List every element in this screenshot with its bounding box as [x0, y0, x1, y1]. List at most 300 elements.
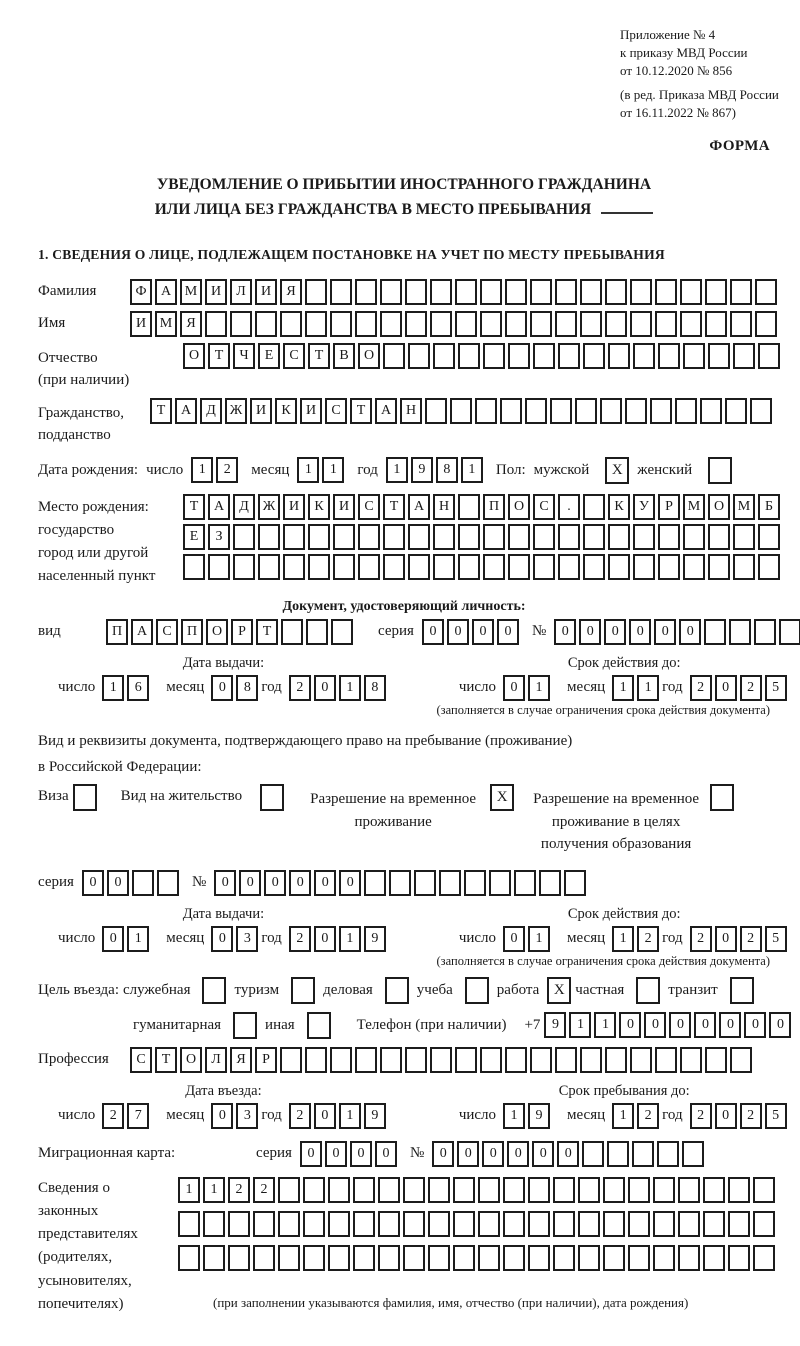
- char-cell[interactable]: [430, 311, 452, 337]
- char-cell[interactable]: [333, 554, 355, 580]
- char-cell[interactable]: А: [408, 494, 430, 520]
- char-cell[interactable]: 0: [629, 619, 651, 645]
- char-cell[interactable]: 0: [325, 1141, 347, 1167]
- char-cell[interactable]: [564, 870, 586, 896]
- char-cell[interactable]: [475, 398, 497, 424]
- char-cell[interactable]: [655, 311, 677, 337]
- char-cell[interactable]: [578, 1211, 600, 1237]
- char-cell[interactable]: [478, 1177, 500, 1203]
- char-cell[interactable]: [389, 870, 411, 896]
- purpose-tourism-checkbox[interactable]: [291, 977, 315, 1004]
- char-cell[interactable]: [533, 343, 555, 369]
- char-cell[interactable]: [353, 1245, 375, 1271]
- char-cell[interactable]: 0: [715, 675, 737, 701]
- char-cell[interactable]: 3: [236, 926, 258, 952]
- char-cell[interactable]: [608, 524, 630, 550]
- char-cell[interactable]: [678, 1245, 700, 1271]
- residence-issue-month-cells[interactable]: [211, 926, 261, 952]
- char-cell[interactable]: [258, 524, 280, 550]
- char-cell[interactable]: [306, 619, 328, 645]
- char-cell[interactable]: 9: [364, 926, 386, 952]
- char-cell[interactable]: [733, 554, 755, 580]
- char-cell[interactable]: [703, 1177, 725, 1203]
- char-cell[interactable]: [708, 554, 730, 580]
- char-cell[interactable]: З: [208, 524, 230, 550]
- char-cell[interactable]: [353, 1177, 375, 1203]
- char-cell[interactable]: [333, 524, 355, 550]
- char-cell[interactable]: 1: [612, 675, 634, 701]
- char-cell[interactable]: [500, 398, 522, 424]
- char-cell[interactable]: [555, 1047, 577, 1073]
- doc-valid-year-cells[interactable]: [690, 675, 790, 701]
- char-cell[interactable]: [580, 1047, 602, 1073]
- char-cell[interactable]: [680, 311, 702, 337]
- char-cell[interactable]: 9: [364, 1103, 386, 1129]
- char-cell[interactable]: 0: [314, 926, 336, 952]
- phone-cells[interactable]: [544, 1012, 794, 1038]
- entry-year-cells[interactable]: [289, 1103, 389, 1129]
- char-cell[interactable]: [655, 1047, 677, 1073]
- char-cell[interactable]: И: [333, 494, 355, 520]
- char-cell[interactable]: [754, 619, 776, 645]
- char-cell[interactable]: [328, 1177, 350, 1203]
- char-cell[interactable]: 0: [472, 619, 494, 645]
- char-cell[interactable]: О: [183, 343, 205, 369]
- char-cell[interactable]: 1: [102, 675, 124, 701]
- gender-male-checkbox[interactable]: X: [605, 457, 629, 484]
- char-cell[interactable]: 2: [289, 1103, 311, 1129]
- char-cell[interactable]: [583, 494, 605, 520]
- char-cell[interactable]: [779, 619, 800, 645]
- char-cell[interactable]: [278, 1211, 300, 1237]
- residence-permit-checkbox[interactable]: [260, 784, 284, 811]
- char-cell[interactable]: [633, 343, 655, 369]
- patronymic-cells[interactable]: [183, 343, 783, 369]
- char-cell[interactable]: [403, 1177, 425, 1203]
- char-cell[interactable]: 0: [82, 870, 104, 896]
- char-cell[interactable]: 1: [528, 675, 550, 701]
- char-cell[interactable]: И: [130, 311, 152, 337]
- char-cell[interactable]: 0: [554, 619, 576, 645]
- char-cell[interactable]: 0: [482, 1141, 504, 1167]
- char-cell[interactable]: С: [325, 398, 347, 424]
- char-cell[interactable]: [514, 870, 536, 896]
- char-cell[interactable]: [705, 279, 727, 305]
- char-cell[interactable]: [583, 524, 605, 550]
- char-cell[interactable]: Б: [758, 494, 780, 520]
- birth-place-cells-row3[interactable]: [183, 554, 783, 580]
- char-cell[interactable]: 1: [594, 1012, 616, 1038]
- char-cell[interactable]: 9: [411, 457, 433, 483]
- char-cell[interactable]: [178, 1245, 200, 1271]
- char-cell[interactable]: К: [275, 398, 297, 424]
- char-cell[interactable]: [453, 1245, 475, 1271]
- char-cell[interactable]: [583, 554, 605, 580]
- char-cell[interactable]: [380, 279, 402, 305]
- purpose-transit-checkbox[interactable]: [730, 977, 754, 1004]
- char-cell[interactable]: 0: [211, 926, 233, 952]
- char-cell[interactable]: [600, 398, 622, 424]
- char-cell[interactable]: [583, 343, 605, 369]
- char-cell[interactable]: [483, 343, 505, 369]
- char-cell[interactable]: 0: [350, 1141, 372, 1167]
- char-cell[interactable]: 2: [253, 1177, 275, 1203]
- char-cell[interactable]: Е: [258, 343, 280, 369]
- stay-year-cells[interactable]: [690, 1103, 790, 1129]
- char-cell[interactable]: 0: [432, 1141, 454, 1167]
- doc-seriya-cells[interactable]: [422, 619, 522, 645]
- char-cell[interactable]: [303, 1177, 325, 1203]
- char-cell[interactable]: [675, 398, 697, 424]
- char-cell[interactable]: 0: [264, 870, 286, 896]
- char-cell[interactable]: 1: [528, 926, 550, 952]
- citizenship-cells[interactable]: [150, 398, 775, 424]
- char-cell[interactable]: [680, 279, 702, 305]
- char-cell[interactable]: [358, 524, 380, 550]
- char-cell[interactable]: 2: [102, 1103, 124, 1129]
- char-cell[interactable]: 2: [216, 457, 238, 483]
- residence-valid-day-cells[interactable]: [503, 926, 553, 952]
- char-cell[interactable]: [378, 1245, 400, 1271]
- char-cell[interactable]: Т: [150, 398, 172, 424]
- char-cell[interactable]: 0: [507, 1141, 529, 1167]
- char-cell[interactable]: [203, 1245, 225, 1271]
- char-cell[interactable]: [758, 524, 780, 550]
- char-cell[interactable]: [678, 1177, 700, 1203]
- purpose-study-checkbox[interactable]: [465, 977, 489, 1004]
- entry-day-cells[interactable]: [102, 1103, 152, 1129]
- char-cell[interactable]: 1: [339, 926, 361, 952]
- char-cell[interactable]: [428, 1211, 450, 1237]
- char-cell[interactable]: [428, 1245, 450, 1271]
- char-cell[interactable]: [683, 554, 705, 580]
- char-cell[interactable]: [453, 1177, 475, 1203]
- char-cell[interactable]: [383, 524, 405, 550]
- char-cell[interactable]: [528, 1211, 550, 1237]
- doc-issue-day-cells[interactable]: [102, 675, 152, 701]
- char-cell[interactable]: И: [205, 279, 227, 305]
- char-cell[interactable]: С: [358, 494, 380, 520]
- char-cell[interactable]: 0: [694, 1012, 716, 1038]
- char-cell[interactable]: [383, 343, 405, 369]
- char-cell[interactable]: [430, 1047, 452, 1073]
- char-cell[interactable]: [483, 524, 505, 550]
- char-cell[interactable]: [453, 1211, 475, 1237]
- char-cell[interactable]: [405, 279, 427, 305]
- char-cell[interactable]: [505, 1047, 527, 1073]
- char-cell[interactable]: [708, 343, 730, 369]
- char-cell[interactable]: [364, 870, 386, 896]
- char-cell[interactable]: [730, 1047, 752, 1073]
- char-cell[interactable]: 0: [715, 926, 737, 952]
- doc-issue-month-cells[interactable]: [211, 675, 261, 701]
- surname-cells[interactable]: [130, 279, 780, 305]
- char-cell[interactable]: О: [358, 343, 380, 369]
- residence-issue-year-cells[interactable]: [289, 926, 389, 952]
- char-cell[interactable]: У: [633, 494, 655, 520]
- char-cell[interactable]: [539, 870, 561, 896]
- char-cell[interactable]: 2: [690, 1103, 712, 1129]
- char-cell[interactable]: Н: [433, 494, 455, 520]
- char-cell[interactable]: [558, 524, 580, 550]
- char-cell[interactable]: [281, 619, 303, 645]
- char-cell[interactable]: [405, 311, 427, 337]
- doc-issue-year-cells[interactable]: [289, 675, 389, 701]
- char-cell[interactable]: Я: [180, 311, 202, 337]
- char-cell[interactable]: 5: [765, 675, 787, 701]
- char-cell[interactable]: 2: [637, 1103, 659, 1129]
- char-cell[interactable]: 0: [447, 619, 469, 645]
- char-cell[interactable]: 0: [769, 1012, 791, 1038]
- char-cell[interactable]: [653, 1177, 675, 1203]
- char-cell[interactable]: [439, 870, 461, 896]
- char-cell[interactable]: [278, 1245, 300, 1271]
- char-cell[interactable]: [503, 1177, 525, 1203]
- char-cell[interactable]: М: [180, 279, 202, 305]
- char-cell[interactable]: [405, 1047, 427, 1073]
- char-cell[interactable]: А: [375, 398, 397, 424]
- char-cell[interactable]: Ж: [258, 494, 280, 520]
- char-cell[interactable]: [331, 619, 353, 645]
- representatives-cells-row3[interactable]: [178, 1245, 778, 1271]
- char-cell[interactable]: [658, 524, 680, 550]
- char-cell[interactable]: 1: [178, 1177, 200, 1203]
- char-cell[interactable]: Е: [183, 524, 205, 550]
- char-cell[interactable]: [355, 279, 377, 305]
- char-cell[interactable]: 0: [503, 675, 525, 701]
- temporary-permit-checkbox[interactable]: X: [490, 784, 514, 811]
- char-cell[interactable]: 1: [461, 457, 483, 483]
- char-cell[interactable]: [628, 1177, 650, 1203]
- char-cell[interactable]: [228, 1211, 250, 1237]
- char-cell[interactable]: [630, 311, 652, 337]
- purpose-other-checkbox[interactable]: [307, 1012, 331, 1039]
- char-cell[interactable]: 0: [211, 1103, 233, 1129]
- char-cell[interactable]: [605, 311, 627, 337]
- char-cell[interactable]: [630, 1047, 652, 1073]
- char-cell[interactable]: Т: [256, 619, 278, 645]
- char-cell[interactable]: 8: [236, 675, 258, 701]
- char-cell[interactable]: 6: [127, 675, 149, 701]
- char-cell[interactable]: [505, 279, 527, 305]
- char-cell[interactable]: Т: [350, 398, 372, 424]
- char-cell[interactable]: Ч: [233, 343, 255, 369]
- char-cell[interactable]: [403, 1245, 425, 1271]
- char-cell[interactable]: В: [333, 343, 355, 369]
- char-cell[interactable]: [414, 870, 436, 896]
- char-cell[interactable]: 9: [544, 1012, 566, 1038]
- char-cell[interactable]: [603, 1245, 625, 1271]
- char-cell[interactable]: [533, 524, 555, 550]
- char-cell[interactable]: [755, 279, 777, 305]
- char-cell[interactable]: О: [180, 1047, 202, 1073]
- char-cell[interactable]: [464, 870, 486, 896]
- char-cell[interactable]: К: [308, 494, 330, 520]
- char-cell[interactable]: [550, 398, 572, 424]
- char-cell[interactable]: [533, 554, 555, 580]
- char-cell[interactable]: 1: [612, 1103, 634, 1129]
- char-cell[interactable]: Я: [230, 1047, 252, 1073]
- char-cell[interactable]: [505, 311, 527, 337]
- char-cell[interactable]: [183, 554, 205, 580]
- char-cell[interactable]: [308, 524, 330, 550]
- doc-number-cells[interactable]: [554, 619, 800, 645]
- char-cell[interactable]: [628, 1211, 650, 1237]
- char-cell[interactable]: [283, 554, 305, 580]
- char-cell[interactable]: П: [483, 494, 505, 520]
- char-cell[interactable]: С: [533, 494, 555, 520]
- char-cell[interactable]: 0: [719, 1012, 741, 1038]
- doc-valid-month-cells[interactable]: [612, 675, 662, 701]
- char-cell[interactable]: [458, 343, 480, 369]
- gender-female-checkbox[interactable]: [708, 457, 732, 484]
- char-cell[interactable]: 1: [503, 1103, 525, 1129]
- char-cell[interactable]: [558, 343, 580, 369]
- char-cell[interactable]: [703, 1245, 725, 1271]
- char-cell[interactable]: А: [208, 494, 230, 520]
- char-cell[interactable]: [683, 524, 705, 550]
- char-cell[interactable]: [705, 311, 727, 337]
- char-cell[interactable]: 0: [339, 870, 361, 896]
- char-cell[interactable]: Т: [308, 343, 330, 369]
- char-cell[interactable]: 0: [457, 1141, 479, 1167]
- char-cell[interactable]: 3: [236, 1103, 258, 1129]
- char-cell[interactable]: Д: [233, 494, 255, 520]
- char-cell[interactable]: [653, 1211, 675, 1237]
- char-cell[interactable]: [455, 279, 477, 305]
- char-cell[interactable]: Д: [200, 398, 222, 424]
- char-cell[interactable]: [178, 1211, 200, 1237]
- char-cell[interactable]: И: [250, 398, 272, 424]
- char-cell[interactable]: [233, 554, 255, 580]
- char-cell[interactable]: Т: [208, 343, 230, 369]
- birth-day-cells[interactable]: [191, 457, 241, 483]
- char-cell[interactable]: О: [508, 494, 530, 520]
- char-cell[interactable]: 0: [604, 619, 626, 645]
- char-cell[interactable]: [733, 524, 755, 550]
- char-cell[interactable]: 2: [289, 926, 311, 952]
- char-cell[interactable]: [705, 1047, 727, 1073]
- char-cell[interactable]: [305, 1047, 327, 1073]
- char-cell[interactable]: [330, 1047, 352, 1073]
- char-cell[interactable]: [430, 279, 452, 305]
- char-cell[interactable]: [728, 1177, 750, 1203]
- char-cell[interactable]: [278, 1177, 300, 1203]
- char-cell[interactable]: [132, 870, 154, 896]
- char-cell[interactable]: [203, 1211, 225, 1237]
- char-cell[interactable]: 0: [579, 619, 601, 645]
- char-cell[interactable]: П: [181, 619, 203, 645]
- char-cell[interactable]: [358, 554, 380, 580]
- char-cell[interactable]: Р: [231, 619, 253, 645]
- char-cell[interactable]: 2: [690, 926, 712, 952]
- char-cell[interactable]: Т: [383, 494, 405, 520]
- char-cell[interactable]: Т: [155, 1047, 177, 1073]
- char-cell[interactable]: [458, 554, 480, 580]
- char-cell[interactable]: [553, 1177, 575, 1203]
- char-cell[interactable]: 0: [669, 1012, 691, 1038]
- char-cell[interactable]: Л: [230, 279, 252, 305]
- char-cell[interactable]: [283, 524, 305, 550]
- profession-cells[interactable]: [130, 1047, 755, 1073]
- char-cell[interactable]: [580, 311, 602, 337]
- char-cell[interactable]: [208, 554, 230, 580]
- char-cell[interactable]: 0: [375, 1141, 397, 1167]
- char-cell[interactable]: П: [106, 619, 128, 645]
- char-cell[interactable]: [503, 1245, 525, 1271]
- char-cell[interactable]: [553, 1245, 575, 1271]
- char-cell[interactable]: 0: [300, 1141, 322, 1167]
- char-cell[interactable]: 0: [715, 1103, 737, 1129]
- char-cell[interactable]: [403, 1211, 425, 1237]
- char-cell[interactable]: [330, 311, 352, 337]
- char-cell[interactable]: [678, 1211, 700, 1237]
- char-cell[interactable]: [708, 524, 730, 550]
- char-cell[interactable]: [628, 1245, 650, 1271]
- char-cell[interactable]: [680, 1047, 702, 1073]
- char-cell[interactable]: [633, 524, 655, 550]
- char-cell[interactable]: Р: [658, 494, 680, 520]
- char-cell[interactable]: 0: [744, 1012, 766, 1038]
- char-cell[interactable]: [525, 398, 547, 424]
- char-cell[interactable]: [450, 398, 472, 424]
- char-cell[interactable]: [555, 279, 577, 305]
- visa-checkbox[interactable]: [73, 784, 97, 811]
- char-cell[interactable]: [758, 554, 780, 580]
- char-cell[interactable]: [478, 1245, 500, 1271]
- char-cell[interactable]: [658, 554, 680, 580]
- char-cell[interactable]: [330, 279, 352, 305]
- char-cell[interactable]: 0: [557, 1141, 579, 1167]
- char-cell[interactable]: [480, 1047, 502, 1073]
- char-cell[interactable]: [653, 1245, 675, 1271]
- char-cell[interactable]: [578, 1177, 600, 1203]
- char-cell[interactable]: [605, 1047, 627, 1073]
- char-cell[interactable]: [530, 311, 552, 337]
- char-cell[interactable]: 0: [619, 1012, 641, 1038]
- char-cell[interactable]: 2: [740, 675, 762, 701]
- char-cell[interactable]: [458, 524, 480, 550]
- char-cell[interactable]: 0: [289, 870, 311, 896]
- char-cell[interactable]: [758, 343, 780, 369]
- char-cell[interactable]: [530, 1047, 552, 1073]
- char-cell[interactable]: 0: [107, 870, 129, 896]
- char-cell[interactable]: [380, 311, 402, 337]
- char-cell[interactable]: 1: [191, 457, 213, 483]
- char-cell[interactable]: С: [156, 619, 178, 645]
- char-cell[interactable]: 0: [497, 619, 519, 645]
- char-cell[interactable]: Ф: [130, 279, 152, 305]
- char-cell[interactable]: 1: [386, 457, 408, 483]
- char-cell[interactable]: [458, 494, 480, 520]
- representatives-cells-row2[interactable]: [178, 1211, 778, 1237]
- char-cell[interactable]: И: [283, 494, 305, 520]
- char-cell[interactable]: 8: [364, 675, 386, 701]
- char-cell[interactable]: 0: [314, 870, 336, 896]
- char-cell[interactable]: [530, 279, 552, 305]
- birth-month-cells[interactable]: [297, 457, 347, 483]
- char-cell[interactable]: 1: [637, 675, 659, 701]
- char-cell[interactable]: [703, 1211, 725, 1237]
- char-cell[interactable]: Т: [183, 494, 205, 520]
- firstname-cells[interactable]: [130, 311, 780, 337]
- char-cell[interactable]: [630, 279, 652, 305]
- char-cell[interactable]: 0: [679, 619, 701, 645]
- char-cell[interactable]: [408, 524, 430, 550]
- char-cell[interactable]: 0: [644, 1012, 666, 1038]
- char-cell[interactable]: [580, 279, 602, 305]
- representatives-cells-row1[interactable]: [178, 1177, 778, 1203]
